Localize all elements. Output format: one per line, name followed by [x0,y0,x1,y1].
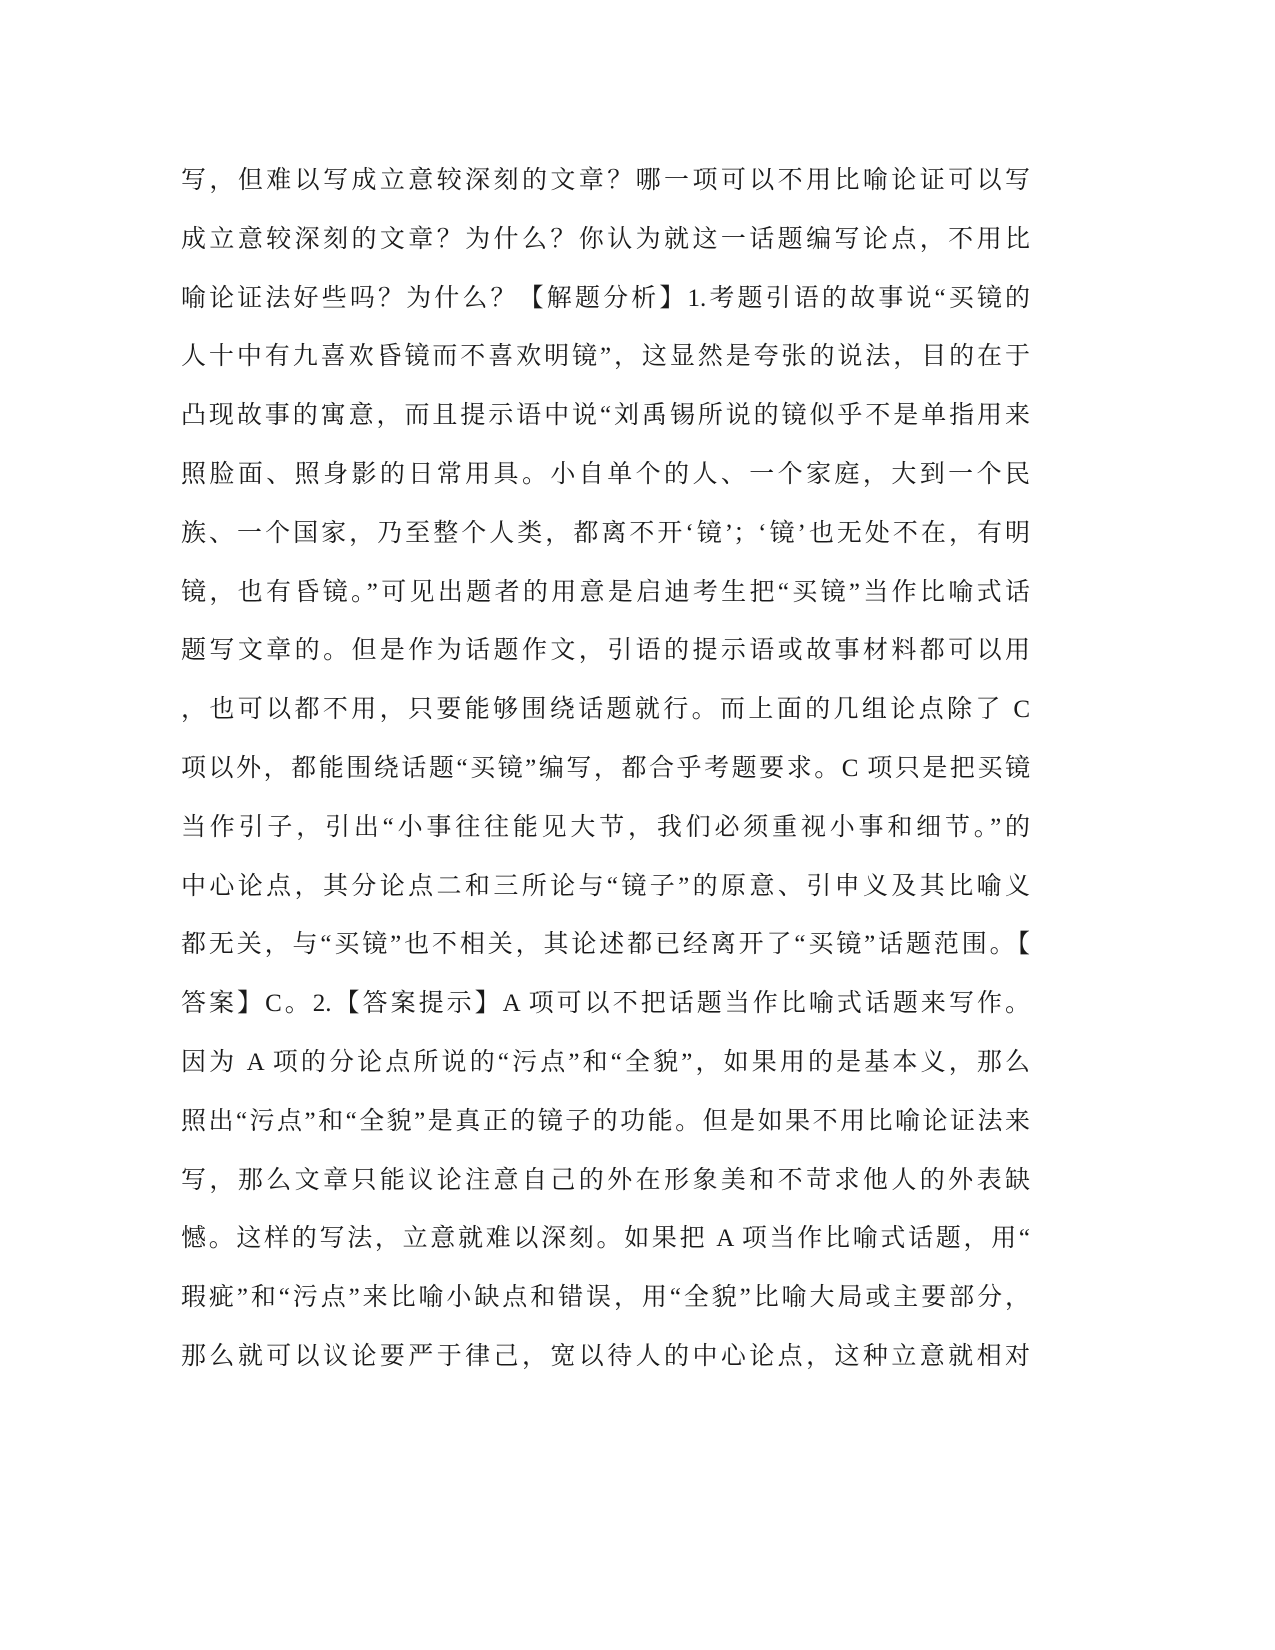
text-line: 照出“污点”和“全貌”是真正的镜子的功能。但是如果不用比喻论证法来 [181,1107,1030,1135]
text-line: 中心论点，其分论点二和三所论与“镜子”的原意、引申义及其比喻义 [181,872,1030,900]
body-text [181,152,1030,1387]
text-line: 凸现故事的寓意，而且提示语中说“刘禹锡所说的镜似乎不是单指用来 [181,402,1030,430]
text-line: 憾。这样的写法，立意就难以深刻。如果把 A 项当作比喻式话题，用“ [181,1225,1030,1253]
text-line: 写，那么文章只能议论注意自己的外在形象美和不苛求他人的外表缺 [181,1166,1030,1194]
text-line: 族、一个国家，乃至整个人类，都离不开‘镜’；‘镜’也无处不在，有明 [181,519,1030,547]
text-line: 都无关，与“买镜”也不相关，其论述都已经离开了“买镜”话题范围。【 [181,931,1030,959]
text-line: 照脸面、照身影的日常用具。小自单个的人、一个家庭，大到一个民 [181,460,1030,488]
text-line: 成立意较深刻的文章？为什么？你认为就这一话题编写论点，不用比 [181,225,1030,253]
text-line: 当作引子，引出“小事往往能见大节，我们必须重视小事和细节。”的 [181,813,1030,841]
text-line: 题写文章的。但是作为话题作文，引语的提示语或故事材料都可以用 [181,637,1030,665]
text-line: 人十中有九喜欢昏镜而不喜欢明镜”，这显然是夸张的说法，目的在于 [181,343,1030,371]
text-line: ，也可以都不用，只要能够围绕话题就行。而上面的几组论点除了 C [181,696,1030,724]
text-line: 那么就可以议论要严于律己，宽以待人的中心论点，这种立意就相对 [181,1342,1030,1370]
text-line: 答案】C。2.【答案提示】A 项可以不把话题当作比喻式话题来写作。 [181,990,1030,1018]
text-line: 写，但难以写成立意较深刻的文章？哪一项可以不用比喻论证可以写 [181,167,1030,194]
text-line: 镜，也有昏镜。”可见出题者的用意是启迪考生把“买镜”当作比喻式话 [181,578,1030,606]
text-line: 瑕疵”和“污点”来比喻小缺点和错误，用“全貌”比喻大局或主要部分， [181,1284,1030,1312]
text-line: 因为 A 项的分论点所说的“污点”和“全貌”，如果用的是基本义，那么 [181,1048,1030,1076]
text-line: 项以外，都能围绕话题“买镜”编写，都合乎考题要求。C 项只是把买镜 [181,754,1030,782]
text-line: 喻论证法好些吗？为什么？【解题分析】1.考题引语的故事说“买镜的 [181,284,1030,312]
